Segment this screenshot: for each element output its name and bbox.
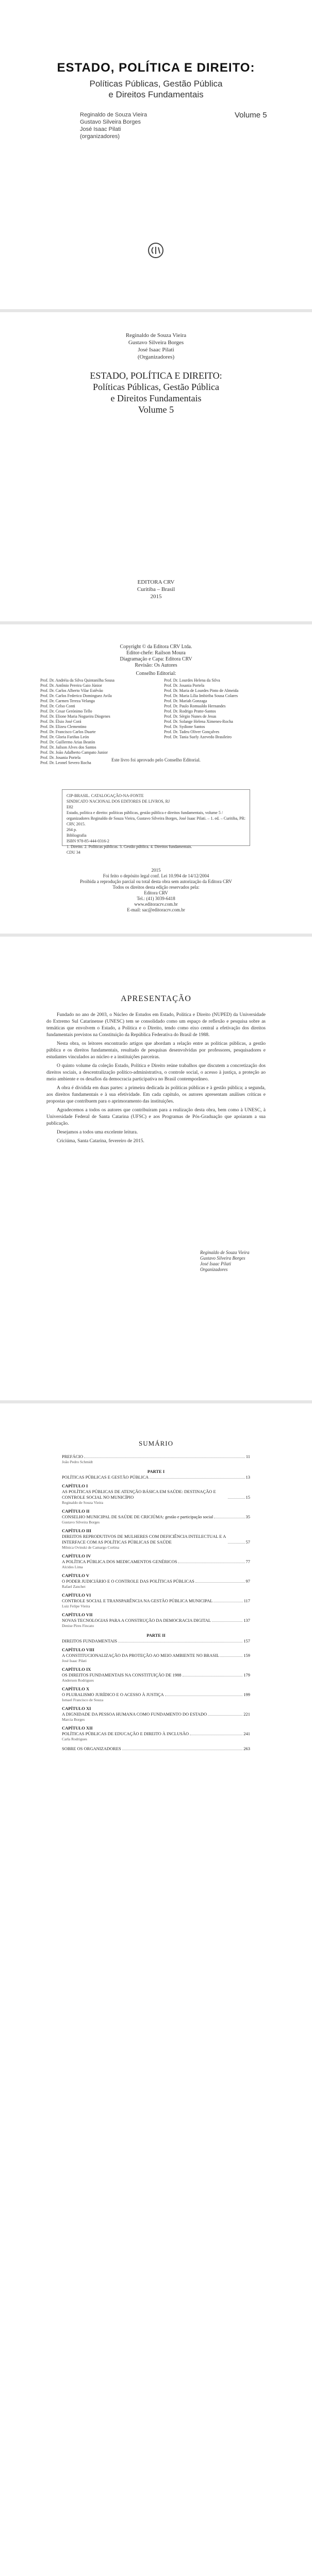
board-member: Prof. Dr. Josania Portela <box>164 683 204 688</box>
toc-page-number: 199 <box>243 1692 250 1697</box>
title-line: ESTADO, POLÍTICA E DIREITO: <box>90 370 222 381</box>
catalog-line: Bibliografia <box>67 833 87 838</box>
board-member: Prof. Dr. Celso Conti <box>40 704 75 708</box>
signature-line: Organizadores <box>200 1267 228 1272</box>
signature-line: José Isaac Pilati <box>200 1261 231 1266</box>
title-role: (Organizadores) <box>137 354 175 360</box>
contact-line: E-mail: sac@editoracrv.com.br <box>127 907 185 912</box>
board-member: Prof. Dr. Cesar Gerónimo Tello <box>40 709 92 714</box>
toc-row-chapter <box>62 1692 250 1698</box>
title-line: e Direitos Fundamentais <box>110 393 202 403</box>
toc-page-number: 35 <box>245 1514 250 1519</box>
toc-leader <box>195 1582 245 1583</box>
toc-entry-title: PREFÁCIO <box>62 1454 84 1459</box>
toc-leader <box>228 1543 245 1544</box>
toc-author: Mônica Ovinski de Camargo Cortina <box>62 1545 120 1550</box>
presentation-paragraph: O quinto volume da coleção Estado, Política e Direito reúne trabalhos que discutem a concretização dos direitos sociais, a descentralização político-administrativa, o controle social, o acesso à justiça, a proteção ao meio ambiente e os desafios da democracia participativa no Brasil contemporâneo. <box>46 1063 266 1082</box>
toc-entry-title: OS DIREITOS FUNDAMENTAIS NA CONSTITUIÇÃO DE 1988 <box>62 1672 182 1677</box>
board-member: Prof. Dr. Mariah Gonzaga <box>164 699 207 703</box>
toc-entry-title: POLÍTICAS PÚBLICAS DE EDUCAÇÃO E DIREITO À INCLUSÃO <box>62 1731 189 1736</box>
board-member: Prof. Dr. Maria Lília Imbiriba Sousa Colares <box>164 693 238 698</box>
toc-row-part <box>62 1638 250 1644</box>
toc-row-chapter <box>62 1514 250 1520</box>
copyright-line: Editor-chefe: Railson Moura <box>126 650 186 656</box>
board-member: Prof. Dr. Guillermo Arias Beatón <box>40 740 95 744</box>
board-member: Prof. Dr. Elione Maria Nogueira Diogenes <box>40 714 110 719</box>
presentation-paragraph: Fundado no ano de 2003, o Núcleo de Estudos em Estado, Política e Direito (NUPED) da Universidade do Extremo Sul Catarinense (UNESC) tem se consolidado como um espaço de reflexão e pesquisa sobre as temáticas que envolvem o Estado, a Política e o Direito, tendo como eixo central a efetivação dos direitos fundamentais previstos na Constituição da República Federativa do Brasil de 1988. <box>46 1012 266 1038</box>
cover-author: Reginaldo de Souza Vieira <box>80 112 147 118</box>
toc-author: João Pedro Schmidt <box>62 1460 93 1464</box>
board-list-right <box>164 678 238 740</box>
toc-row-preface <box>62 1454 250 1460</box>
toc-row-chapter <box>62 1598 250 1604</box>
board-member: Prof. Dr. Paulo Romualdo Hernandes <box>164 704 226 708</box>
cover-subtitle-line1: Políticas Públicas, Gestão Pública <box>89 79 223 89</box>
toc-author: Gustavo Silveira Borges <box>62 1520 100 1524</box>
toc-row-chapter <box>62 1618 250 1623</box>
toc-author: Carla Rodrigues <box>62 1737 87 1741</box>
toc-chapter-label: CAPÍTULO VI <box>62 1592 91 1598</box>
toc-chapter-label: CAPÍTULO IX <box>62 1667 91 1672</box>
catalog-line: CIP-BRASIL. CATALOGAÇÃO-NA-FONTE <box>67 793 144 798</box>
cover-author: José Isaac Pilati <box>80 126 121 132</box>
table-of-contents <box>62 1454 250 1752</box>
board-list-left <box>40 678 114 766</box>
presentation-body <box>46 1012 266 1147</box>
toc-author: Alcides Lima <box>62 1565 83 1569</box>
board-member: Prof. Dr. Tadeu Oliver Gonçalves <box>164 730 220 734</box>
toc-entry-title: CONTROLE SOCIAL E TRANSPARÊNCIA NA GESTÃO PÚBLICA MUNICIPAL <box>62 1598 213 1603</box>
toc-author: Marcia Borges <box>62 1717 85 1722</box>
toc-page-number: 179 <box>243 1672 250 1677</box>
contact-line: Foi feito o depósito legal conf. Lei 10.994 de 14/12/2004 <box>103 873 209 878</box>
toc-page-number: 137 <box>243 1618 250 1623</box>
catalog-line: ISBN 978-85-444-0316-2 <box>67 839 109 843</box>
board-title: Conselho Editorial: <box>136 671 176 676</box>
cover-subtitle-line2: e Direitos Fundamentais <box>108 90 204 99</box>
toc-row-chapter <box>62 1579 250 1584</box>
title-author: José Isaac Pilati <box>138 347 174 353</box>
copyright-line: Revisão: Os Autores <box>135 663 177 668</box>
toc-author: Anderson Rodrigues <box>62 1678 94 1683</box>
publisher-year: 2015 <box>150 594 162 600</box>
approval-note: Este livro foi aprovado pelo Conselho Editorial. <box>111 757 201 762</box>
presentation-paragraph: Nesta obra, os leitores encontrarão artigos que abordam a relação entre as políticas públicas, a gestão pública e os direitos fundamentais, resultado de pesquisas desenvolvidas por professores, pesquisadores e estudantes vinculados ao núcleo e a instituições parceiras. <box>46 1041 266 1060</box>
signature-line: Gustavo Silveira Borges <box>200 1256 245 1261</box>
title-block <box>0 370 312 415</box>
toc-chapter-label: CAPÍTULO VIII <box>62 1647 94 1652</box>
presentation-heading: APRESENTAÇÃO <box>121 994 191 1003</box>
toc-page-number: 241 <box>243 1731 250 1736</box>
toc-entry-title: DIREITOS FUNDAMENTAIS <box>62 1638 118 1643</box>
toc-page-number: 13 <box>245 1475 250 1480</box>
toc-author: Rafael Zanchet <box>62 1584 86 1589</box>
toc-entry-title: A POLÍTICA PÚBLICA DOS MEDICAMENTOS GENÉRICOS <box>62 1559 177 1564</box>
toc-chapter-label: CAPÍTULO I <box>62 1483 88 1488</box>
toc-entry-title: AS POLÍTICAS PÚBLICAS DE ATENÇÃO BÁSICA EM SAÚDE: DESTINAÇÃO E CONTROLE SOCIAL NO MUNICÍPIO <box>62 1489 216 1500</box>
board-member: Prof. Dr. Tania Suely Azevedo Brasileiro <box>164 735 232 739</box>
catalog-line: E82 <box>67 805 73 809</box>
toc-row-chapter <box>62 1672 250 1678</box>
toc-page-number: 263 <box>243 1746 250 1751</box>
contact-line: Editora CRV <box>144 890 168 895</box>
copyright-line: Copyright © da Editora CRV Ltda. <box>120 644 192 650</box>
title-authors <box>0 332 312 361</box>
board-member: Prof. Dr. Élsio José Corá <box>40 719 81 724</box>
catalog-line: Estado, política e direito: políticas públicas, gestão pública e direitos fundamentais, volume 5 / organizadores Reginaldo de Souza Vieira, Gustavo Silveira Borges, José Isaac Pilati. – 1. ed. – Curitiba, PR: CRV, 2015. <box>67 810 246 826</box>
toc-page-number: 77 <box>245 1559 250 1564</box>
presentation-paragraph: A obra é dividida em duas partes: a primeira dedicada às políticas públicas e à gestão pública; a segunda, aos direitos fundamentais e à sua efetividade. Em cada capítulo, os autores apresentam análises críticas e propostas que contribuem para o aprimoramento das instituições. <box>46 1086 266 1104</box>
toc-chapter-label: CAPÍTULO IV <box>62 1553 91 1558</box>
board-member: Prof. Dr. Lourdes Helena da Silva <box>164 678 220 683</box>
toc-leader <box>220 1656 242 1657</box>
toc-row-chapter <box>62 1731 250 1737</box>
board-member: Prof. Dr. Sérgio Nunes de Jesus <box>164 714 217 719</box>
toc-leader <box>212 1621 242 1622</box>
toc-chapter-label: CAPÍTULO X <box>62 1686 90 1691</box>
toc-entry-title: POLÍTICAS PÚBLICAS E GESTÃO PÚBLICA <box>62 1475 149 1480</box>
toc-row-end <box>62 1746 250 1752</box>
catalog-card <box>62 789 250 855</box>
board-member: Prof. Dr. Rodrigo Pratte-Santos <box>164 709 216 714</box>
toc-page-number: 159 <box>243 1653 250 1658</box>
cover-volume: Volume 5 <box>235 111 267 120</box>
contact-line: Tel.: (41) 3039-6418 <box>137 896 175 901</box>
board-member: Prof. Dr. Jailson Alves dos Santos <box>40 745 96 750</box>
title-page <box>0 312 312 621</box>
toc-entry-title: O PODER JUDICIÁRIO E O CONTROLE DAS POLÍTICAS PÚBLICAS <box>62 1579 194 1584</box>
title-author: Reginaldo de Souza Vieira <box>125 332 187 338</box>
copyright-header <box>0 644 312 669</box>
toc-chapter-label: CAPÍTULO VII <box>62 1612 93 1617</box>
board-member: Prof. Dr. Josania Portela <box>40 755 80 760</box>
board-member: Prof. Dr. Carmen Tereza Velanga <box>40 699 95 703</box>
board-member: Prof. Dr. Sydione Santos <box>164 724 205 729</box>
toc-page-number: 117 <box>243 1598 250 1603</box>
toc-author: José Isaac Pilati <box>62 1658 87 1663</box>
publisher-block <box>0 579 312 600</box>
toc-entry-title: CONSELHO MUNICIPAL DE SAÚDE DE CRICIÚMA: gestão e participação social <box>62 1514 214 1519</box>
toc-leader <box>228 1498 245 1499</box>
board-member: Prof. Dr. Andréia da Silva Quintanilha Sousa <box>40 678 114 683</box>
toc-entry-title: DIREITOS REPRODUTIVOS DE MULHERES COM DEFICIÊNCIA INTELECTUAL E A INTERFACE COM AS POLÍTICAS PÚBLICAS DE SAÚDE <box>62 1534 226 1545</box>
toc-row-chapter <box>62 1559 250 1565</box>
presentation-signatures <box>200 1250 250 1273</box>
toc-author: Reginaldo de Souza Vieira <box>62 1500 104 1505</box>
board-member: Prof. Dr. Antônio Pereira Gaio Júnior <box>40 683 102 688</box>
catalog-line: SINDICATO NACIONAL DOS EDITORES DE LIVROS, RJ <box>67 799 170 804</box>
board-member: Prof. Dr. Gloria Fariñas León <box>40 735 89 739</box>
board-member: Prof. Dr. João Adalberto Campato Junior <box>40 750 108 755</box>
toc-entry-title: A CONSTITUCIONALIZAÇÃO DA PROTEÇÃO AO MEIO AMBIENTE NO BRASIL <box>62 1653 220 1658</box>
presentation-paragraph: Agradecemos a todos os autores que contribuíram para a realização desta obra, bem como à UNESC, à Universidade Federal de Santa Catarina (UFSC) e aos Programas de Pós-Graduação que apoiaram a sua publicação. <box>46 1108 266 1126</box>
signature-line: Reginaldo de Souza Vieira <box>200 1250 250 1255</box>
board-member: Prof. Dr. Elizeu Clementino <box>40 724 87 729</box>
publisher-city: Curitiba – Brasil <box>137 586 175 592</box>
title-author: Gustavo Silveira Borges <box>128 340 184 346</box>
toc-page-number: 221 <box>243 1711 250 1717</box>
toc-row-part <box>62 1475 250 1480</box>
toc-row-chapter <box>62 1653 250 1658</box>
board-member: Prof. Dr. Francisco Carlos Duarte <box>40 730 96 734</box>
contact-line: Proibida a reprodução parcial ou total desta obra sem autorização da Editora CRV <box>80 879 232 884</box>
toc-part-label: PARTE I <box>147 1469 165 1474</box>
presentation-paragraph: Desejamos a todos uma excelente leitura. <box>57 1130 138 1135</box>
toc-chapter-label: CAPÍTULO XI <box>62 1706 91 1711</box>
cover-page <box>0 0 312 309</box>
summary-page <box>0 1403 312 2016</box>
catalog-line: 1. Direito. 2. Políticas públicas. 3. Gestão pública. 4. Direitos fundamentais. <box>67 844 192 849</box>
contact-line: 2015 <box>151 868 161 873</box>
toc-entry-title: O PLURALISMO JURÍDICO E O ACESSO À JUSTIÇA <box>62 1692 164 1697</box>
toc-leader <box>208 1715 242 1716</box>
catalog-line: CDU 34 <box>67 850 80 855</box>
toc-page-number: 15 <box>245 1495 250 1500</box>
cover-title: ESTADO, POLÍTICA E DIREITO: <box>57 61 255 75</box>
toc-page-number: 97 <box>245 1579 250 1584</box>
toc-author: Ismael Francisco de Souza <box>62 1698 104 1702</box>
presentation-page <box>0 937 312 1400</box>
toc-entry-title: SOBRE OS ORGANIZADORES <box>62 1746 121 1751</box>
board-member: Prof. Dr. Maria de Lourdes Pinto de Almeida <box>164 688 239 693</box>
contact-line: Todos os direitos desta edição reservados pela: <box>112 885 200 890</box>
contact-block <box>0 868 312 913</box>
toc-chapter-label: CAPÍTULO XII <box>62 1725 93 1731</box>
toc-row-chapter <box>62 1534 250 1545</box>
toc-chapter-label: CAPÍTULO II <box>62 1509 90 1514</box>
toc-chapter-label: CAPÍTULO III <box>62 1528 91 1533</box>
toc-author: Luiz Felipe Vieira <box>62 1604 90 1608</box>
board-member: Prof. Dr. Leonel Severo Rocha <box>40 760 91 765</box>
toc-page-number: 11 <box>245 1454 250 1459</box>
publisher-logo-icon <box>147 242 164 259</box>
board-member: Prof. Dr. Solange Helena Ximenes-Rocha <box>164 719 233 724</box>
summary-heading: SUMÁRIO <box>139 1439 173 1447</box>
cover-subtitle <box>0 78 312 100</box>
toc-entry-title: A DIGNIDADE DA PESSOA HUMANA COMO FUNDAMENTO DO ESTADO <box>62 1711 207 1717</box>
publisher-name: EDITORA CRV <box>137 579 175 585</box>
presentation-place-date: Criciúma, Santa Catarina, fevereiro de 2015. <box>57 1139 144 1144</box>
board-member: Prof. Dr. Carlos Federico Dominguez Avila <box>40 693 112 698</box>
toc-row-chapter <box>62 1489 250 1500</box>
toc-entry-title: NOVAS TECNOLOGIAS PARA A CONSTRUÇÃO DA DEMOCRACIA DIGITAL <box>62 1618 211 1623</box>
cover-authors <box>80 111 147 140</box>
toc-row-chapter <box>62 1711 250 1717</box>
title-volume: Volume 5 <box>138 404 174 415</box>
board-member: Prof. Dr. Carlos Alberto Vilar Estêvão <box>40 688 103 693</box>
cover-author: Gustavo Silveira Borges <box>80 119 141 125</box>
title-line: Políticas Públicas, Gestão Pública <box>93 382 219 392</box>
toc-leader <box>150 1478 244 1479</box>
toc-chapter-label: CAPÍTULO V <box>62 1573 89 1578</box>
contact-line: www.editoracrv.com.br <box>134 902 178 907</box>
copyright-page <box>0 624 312 934</box>
toc-author: Denise Pires Fincato <box>62 1623 94 1628</box>
toc-page-number: 57 <box>245 1539 250 1545</box>
catalog-line: 264 p. <box>67 827 77 832</box>
cover-role: (organizadores) <box>80 133 120 140</box>
toc-part-label: PARTE II <box>146 1633 166 1638</box>
toc-page-number: 157 <box>243 1638 250 1643</box>
copyright-line: Diagramação e Capa: Editora CRV <box>120 656 192 662</box>
